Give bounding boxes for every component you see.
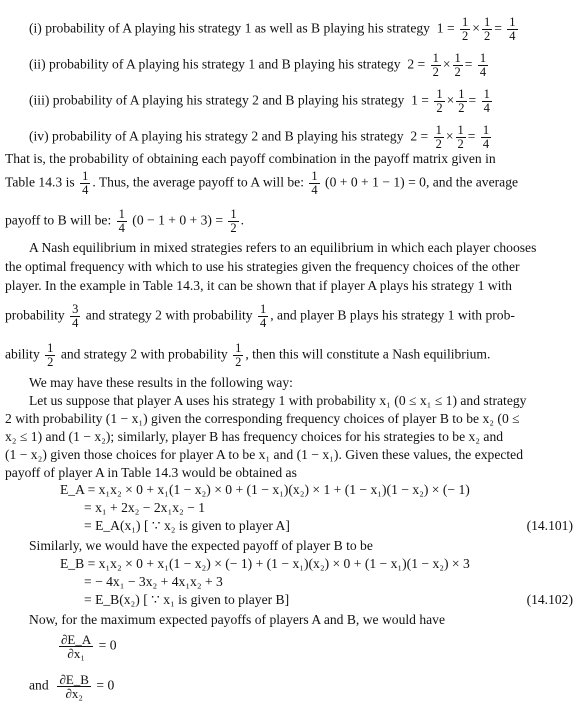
para-that-is-line3: payoff to B will be: $\frac{1}{4}$ (0 − 1 + 0 + 3) = $\frac{1}{2}$ . [5, 207, 245, 235]
para-now: Now, for the maximum expected payoffs of players A and B, we would have [29, 612, 446, 627]
equation-number-102: (14.102) [526, 592, 573, 607]
para-nash-line3: player. In the example in Table 14.3, it can be shown that if player A plays his strategy 1 with [5, 278, 512, 293]
derivative-eb: and $\frac{\partial E\_B}{\text{∂x₂}}$ = 0 [29, 672, 115, 701]
equation-ea-line3: = E_A(x₁) [ ∵ x₂ is given to player A] [84, 518, 290, 533]
equation-eb-line2: = − 4x₁ − 3x₂ + 4x₁x₂ + 3 [84, 574, 223, 589]
equation-ea-line2: = x₁ + 2x₂ − 2x₁x₂ − 1 [84, 500, 205, 515]
para-nash-line4: probability $\frac{3}{4}$ and strategy 2 with probability $\frac{1}{4}$ , and player B plays his strategy 1 with prob- [5, 302, 515, 330]
equation-eb-line1: E_B = x₁x₂ × 0 + x₁(1 − x₂) × (− 1) + (1 − x₁)(x₂) × 0 + (1 − x₁)(1 − x₂) × 3 [60, 556, 470, 571]
para-suppose-line2: 2 with probability (1 − x₁) given the corresponding frequency choices of player B to be x₂ (0 ≤ [5, 411, 520, 426]
derivative-ea: $\frac{\partial E\_A}{\text{∂x₁}}$ = 0 [61, 632, 117, 661]
item-ii: (ii) probability of A playing his strategy 1 and B playing his strategy 2 = $\frac{1}{2}$ × $\frac{1}{2}$ = $\frac{1}{4}$ [29, 51, 487, 79]
para-suppose-line1: Let us suppose that player A uses his strategy 1 with probability x₁ (0 ≤ x₁ ≤ 1) and strategy [29, 393, 527, 408]
item-ii-text: (ii) probability of A playing his strategy 1 and B playing his strategy [29, 56, 401, 72]
para-nash-line1: A Nash equilibrium in mixed strategies refers to an equilibrium in which each player chooses [29, 240, 537, 255]
para-similarly: Similarly, we would have the expected payoff of player B to be [29, 538, 373, 553]
para-nash-line5: ability $\frac{1}{2}$ and strategy 2 with probability $\frac{1}{2}$ , then this will constitute a Nash equilibrium. [5, 341, 491, 369]
para-that-is-line2: Table 14.3 is $\frac{1}{4}$ . Thus, the average payoff to A will be: $\frac{1}{4}$ (0 + 0 + 1 − 1) = 0, and the average [5, 169, 519, 197]
equation-ea-line1: E_A = x₁x₂ × 0 + x₁(1 − x₂) × 0 + (1 − x₁)(x₂) × 1 + (1 − x₁)(1 − x₂) × (− 1) [60, 482, 470, 497]
equation-number-101: (14.101) [526, 518, 573, 533]
item-i: (i) probability of A playing his strategy 1 as well as B playing his strategy 1 = $\frac{1}{2}$ × $\frac{1}{2}$ = $\frac{1}{4}$ [29, 15, 516, 43]
item-iii: (iii) probability of A playing his strategy 2 and B playing his strategy 1 = $\frac{1}{2}$ × $\frac{1}{2}$ = $\frac{1}{4}$ [29, 87, 490, 115]
item-iii-text: (iii) probability of A playing his strategy 2 and B playing his strategy [29, 92, 405, 108]
para-nash-line2: the optimal frequency with which to use his strategies given the frequency choices of the other [5, 259, 520, 274]
para-that-is-line1: That is, the probability of obtaining each payoff combination in the payoff matrix given in [5, 151, 496, 166]
para-results: We may have these results in the following way: [29, 375, 293, 390]
item-iv: (iv) probability of A playing his strategy 2 and B playing his strategy 2 = $\frac{1}{2}$ × $\frac{1}{2}$ = $\frac{1}{4}$ [29, 123, 490, 151]
para-suppose-line5: payoff of player A in Table 14.3 would be obtained as [5, 465, 297, 480]
para-suppose-line3: x₂ ≤ 1) and (1 − x₂); similarly, player B has frequency choices for his strategies to be x₂ and [5, 429, 504, 444]
equation-eb-line3: = E_B(x₂) [ ∵ x₁ is given to player B] [84, 592, 290, 607]
para-suppose-line4: (1 − x₂) given those choices for player A to be x₁ and (1 − x₁). Given these values, the expected [5, 447, 524, 462]
item-iv-text: (iv) probability of A playing his strategy 2 and B playing his strategy [29, 128, 404, 144]
item-i-text: (i) probability of A playing his strategy 1 as well as B playing his strategy [29, 20, 430, 36]
